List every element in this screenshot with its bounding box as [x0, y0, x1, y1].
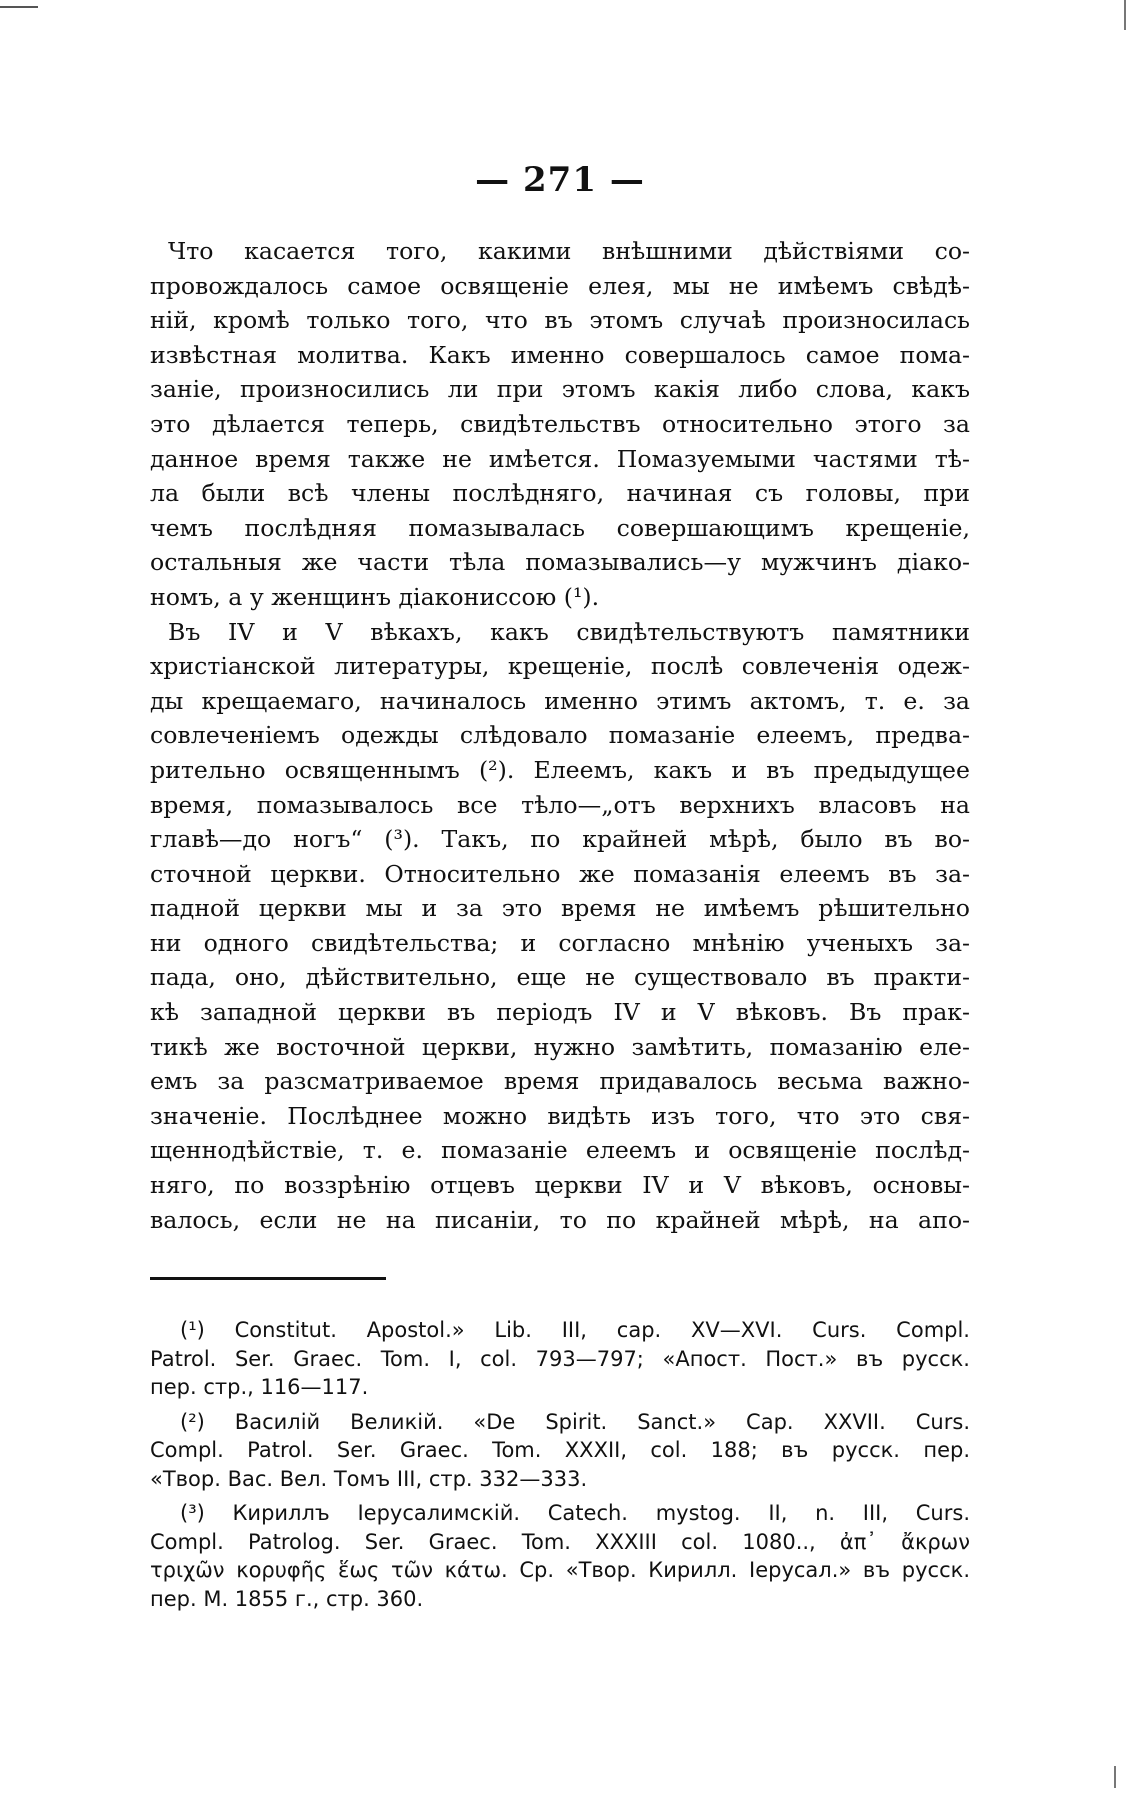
text-line: валось, если не на писаніи, то по крайней мѣрѣ, на апо- — [150, 1205, 970, 1234]
footnote-line: (³) Кириллъ Іерусалимскій. Catech. mystog. II, n. III, Curs. — [180, 1501, 970, 1526]
text-line: пада, оно, дѣйствительно, еще не существовало въ практи- — [150, 963, 970, 992]
footnote-line: Patrol. Ser. Graec. Tom. I, col. 793—797; «Апост. Пост.» въ русск. — [150, 1346, 970, 1371]
text-line: емъ за разсматриваемое время придавалось весьма важно- — [150, 1067, 970, 1096]
text-line: ды крещаемаго, начиналось именно этимъ актомъ, т. е. за — [150, 686, 970, 715]
text-line: ла были всѣ члены послѣдняго, начиная съ головы, при — [150, 479, 970, 508]
scan-edge-mark — [1114, 1766, 1116, 1788]
paragraph-1 — [150, 234, 970, 615]
text-line: значеніе. Послѣднее можно видѣть изъ того, что это свя- — [150, 1101, 970, 1130]
text-line: номъ, а у женщинъ діакониссою (¹). — [150, 582, 600, 611]
footnotes — [150, 1316, 970, 1613]
text-line: Въ IV и V вѣкахъ, какъ свидѣтельствуютъ памятники — [168, 617, 970, 646]
text-line: главѣ—до ногъ“ (³). Такъ, по крайней мѣрѣ, было въ во- — [150, 825, 970, 854]
page-number: — 271 — — [475, 160, 645, 200]
footnote-line: τριχῶν κορυφῆς ἕως τῶν κάτω. Ср. «Твор. Кирилл. Іерусал.» въ русск. — [150, 1558, 970, 1583]
text-line: щеннодѣйствіе, т. е. помазаніе елеемъ и освященіе послѣд- — [150, 1136, 970, 1165]
footnote-line: Compl. Patrolog. Ser. Graec. Tom. XXXIII col. 1080.., ἀπ᾽ ἄκρων — [150, 1529, 970, 1554]
text-line: заніе, произносились ли при этомъ какія либо слова, какъ — [150, 375, 970, 404]
footnote-line: «Твор. Вас. Вел. Томъ III, стр. 332—333. — [150, 1466, 588, 1491]
scan-edge-mark — [1124, 0, 1126, 30]
footnote-1 — [150, 1316, 970, 1402]
text-line: Что касается того, какими внѣшними дѣйствіями со- — [168, 237, 970, 265]
text-line: христіанской литературы, крещеніе, послѣ совлеченія одеж- — [150, 652, 970, 681]
footnote-separator — [150, 1277, 386, 1280]
text-line: данное время также не имѣется. Помазуемыми частями тѣ- — [150, 444, 970, 473]
footnote-line: (²) Василій Великій. «De Spirit. Sanct.» Cap. XXVII. Curs. — [180, 1409, 970, 1434]
text-line: сточной церкви. Относительно же помазанія елеемъ въ за- — [150, 859, 970, 888]
text-line: чемъ послѣдняя помазывалась совершающимъ крещеніе, — [150, 513, 970, 542]
text-line: рительно освященнымъ (²). Елеемъ, какъ и въ предыдущее — [150, 755, 970, 784]
text-line: ни одного свидѣтельства; и согласно мнѣнію ученыхъ за- — [150, 928, 970, 957]
scan-edge-mark — [0, 6, 38, 8]
footnote-line: (¹) Constitut. Apostol.» Lib. III, cap. XV—XVI. Curs. Compl. — [180, 1318, 970, 1343]
text-line: падной церкви мы и за это время не имѣемъ рѣшительно — [150, 894, 970, 923]
book-page — [150, 160, 970, 1619]
text-line: это дѣлается теперь, свидѣтельствъ относительно этого за — [150, 409, 970, 438]
text-line: ній, кромѣ только того, что въ этомъ случаѣ произносилась — [150, 306, 970, 335]
text-line: провождалось самое освященіе елея, мы не имѣемъ свѣдѣ- — [150, 271, 970, 300]
text-line: совлеченіемъ одежды слѣдовало помазаніе елеемъ, предва- — [150, 721, 970, 750]
text-line: няго, по воззрѣнію отцевъ церкви IV и V вѣковъ, основы- — [150, 1171, 970, 1200]
footnote-3 — [150, 1499, 970, 1613]
text-line: остальныя же части тѣла помазывались—у мужчинъ діако- — [150, 548, 970, 577]
paragraph-2 — [150, 615, 970, 1238]
text-line: время, помазывалось все тѣло—„отъ верхнихъ власовъ на — [150, 790, 970, 819]
footnote-line: пер. стр., 116—117. — [150, 1375, 369, 1400]
main-text — [150, 234, 970, 1237]
footnote-line: Compl. Patrol. Ser. Graec. Tom. XXXII, col. 188; въ русск. пер. — [150, 1438, 970, 1463]
text-line: тикѣ же восточной церкви, нужно замѣтить, помазанію еле- — [150, 1032, 970, 1061]
text-line: кѣ западной церкви въ періодъ IV и V вѣковъ. Въ прак- — [150, 998, 970, 1027]
text-line: извѣстная молитва. Какъ именно совершалось самое пома- — [150, 340, 970, 369]
footnote-line: пер. М. 1855 г., стр. 360. — [150, 1586, 424, 1611]
footnote-2 — [150, 1408, 970, 1494]
